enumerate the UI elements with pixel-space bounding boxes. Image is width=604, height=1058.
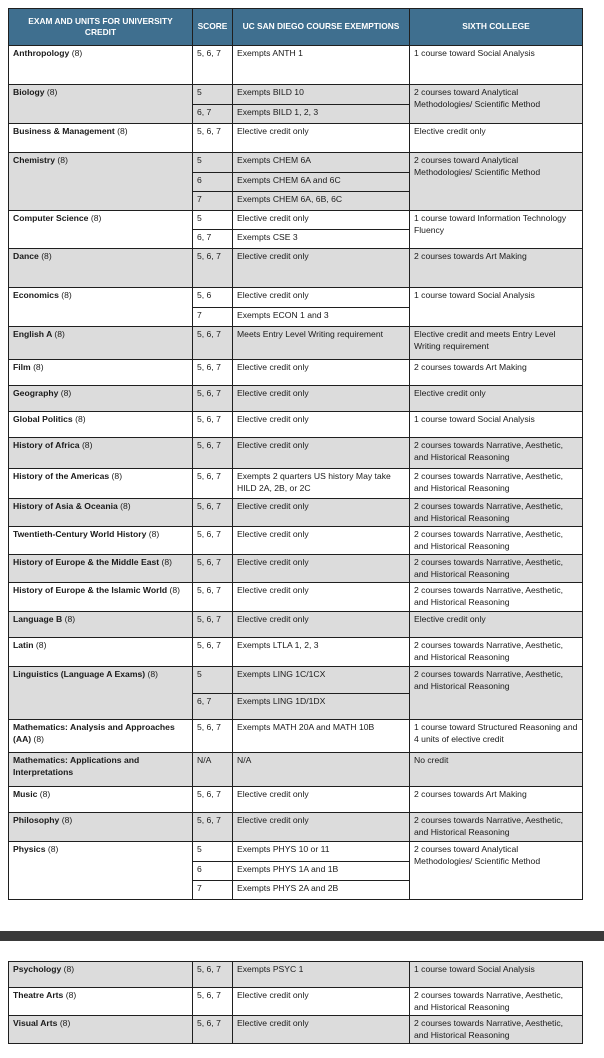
college-credit-cell: 2 courses towards Narrative, Aesthetic, and Historical Reasoning bbox=[410, 638, 583, 667]
college-credit-cell: Elective credit only bbox=[410, 612, 583, 638]
college-credit-cell: 1 course toward Social Analysis bbox=[410, 46, 583, 85]
exam-name-cell bbox=[9, 753, 193, 787]
college-credit-cell: 2 courses towards Narrative, Aesthetic, and Historical Reasoning bbox=[410, 469, 583, 499]
score-cell: 5, 6, 7 bbox=[193, 612, 233, 638]
table-row bbox=[9, 249, 583, 288]
exam-name: Music bbox=[13, 789, 38, 799]
college-credit-cell: Elective credit and meets Entry Level Writing requirement bbox=[410, 327, 583, 360]
exam-name-cell bbox=[9, 360, 193, 386]
table-row bbox=[9, 988, 583, 1016]
table-row bbox=[9, 527, 583, 555]
college-credit-cell: 1 course toward Social Analysis bbox=[410, 288, 583, 327]
exam-units: (8) bbox=[111, 471, 123, 481]
exam-units: (8) bbox=[120, 501, 131, 511]
exam-name-cell bbox=[9, 469, 193, 499]
exemption-cell: Elective credit only bbox=[233, 555, 410, 583]
exemption-cell: Elective credit only bbox=[233, 527, 410, 555]
table-row bbox=[9, 1016, 583, 1044]
exam-units: (8) bbox=[47, 844, 59, 854]
score-cell: 6, 7 bbox=[193, 230, 233, 249]
exam-name: Global Politics bbox=[13, 414, 73, 424]
college-credit-cell: 1 course toward Social Analysis bbox=[410, 412, 583, 438]
exam-units: (8) bbox=[64, 614, 76, 624]
exam-units: (8) bbox=[148, 529, 160, 539]
score-cell: 5, 6, 7 bbox=[193, 499, 233, 527]
exam-name: Visual Arts bbox=[13, 1018, 58, 1028]
score-cell: 5, 6, 7 bbox=[193, 124, 233, 153]
exam-units: (8) bbox=[60, 388, 72, 398]
exemption-cell: Exempts MATH 20A and MATH 10B bbox=[233, 720, 410, 753]
score-cell: 5, 6, 7 bbox=[193, 638, 233, 667]
exam-units: (8) bbox=[33, 733, 45, 744]
exam-name: Mathematics: Analysis and Approaches (AA) bbox=[13, 722, 175, 744]
exam-name-cell bbox=[9, 612, 193, 638]
exam-name-cell bbox=[9, 555, 193, 583]
exemption-cell: Exempts PHYS 2A and 2B bbox=[233, 881, 410, 900]
score-cell: 6 bbox=[193, 862, 233, 881]
exemption-cell: Exempts CSE 3 bbox=[233, 230, 410, 249]
score-cell: 5, 6, 7 bbox=[193, 327, 233, 360]
table-row bbox=[9, 612, 583, 638]
exam-units: (8) bbox=[81, 440, 93, 450]
score-cell: 5 bbox=[193, 85, 233, 105]
exam-name: Dance bbox=[13, 251, 39, 261]
score-cell: 5, 6, 7 bbox=[193, 46, 233, 85]
exam-name: Latin bbox=[13, 640, 34, 650]
table-row bbox=[9, 288, 583, 308]
table-row bbox=[9, 124, 583, 153]
exam-name-cell bbox=[9, 667, 193, 720]
exemption-cell: Elective credit only bbox=[233, 288, 410, 308]
exam-name-cell bbox=[9, 438, 193, 469]
exam-name-cell bbox=[9, 1016, 193, 1044]
exam-units: (8) bbox=[61, 815, 73, 825]
score-cell: 5, 6, 7 bbox=[193, 720, 233, 753]
table-row bbox=[9, 787, 583, 813]
header-college: SIXTH COLLEGE bbox=[410, 9, 583, 46]
exam-name-cell bbox=[9, 720, 193, 753]
score-cell: 5, 6, 7 bbox=[193, 438, 233, 469]
exam-name: Language B bbox=[13, 614, 63, 624]
exam-name-cell bbox=[9, 499, 193, 527]
table-row bbox=[9, 638, 583, 667]
exam-name: Computer Science bbox=[13, 213, 89, 223]
score-cell: 5, 6, 7 bbox=[193, 360, 233, 386]
exemption-cell: Exempts 2 quarters US history May take HILD 2A, 2B, or 2C bbox=[233, 469, 410, 499]
table-row bbox=[9, 962, 583, 988]
college-credit-cell: 2 courses towards Narrative, Aesthetic, and Historical Reasoning bbox=[410, 555, 583, 583]
score-cell: 5, 6, 7 bbox=[193, 469, 233, 499]
exam-units: (8) bbox=[46, 87, 58, 97]
exam-name: Chemistry bbox=[13, 155, 56, 165]
score-cell: 7 bbox=[193, 308, 233, 327]
exam-name-cell bbox=[9, 288, 193, 327]
table-header-row bbox=[9, 9, 583, 46]
exemption-cell: Elective credit only bbox=[233, 1016, 410, 1044]
score-cell: 5 bbox=[193, 842, 233, 862]
exam-name: History of the Americas bbox=[13, 471, 110, 481]
exemption-cell: Exempts CHEM 6A bbox=[233, 153, 410, 173]
exam-units: (8) bbox=[41, 251, 52, 261]
page-break-bar bbox=[0, 931, 604, 941]
exam-name-cell bbox=[9, 124, 193, 153]
exemption-cell: Exempts LING 1D/1DX bbox=[233, 694, 410, 720]
college-credit-cell: 2 courses toward Analytical Methodologies/ Scientific Method bbox=[410, 85, 583, 124]
exemption-cell: Exempts BILD 1, 2, 3 bbox=[233, 105, 410, 124]
exam-name-cell bbox=[9, 386, 193, 412]
exam-units: (8) bbox=[39, 789, 51, 799]
college-credit-cell: 2 courses toward Analytical Methodologies/ Scientific Method bbox=[410, 153, 583, 211]
exemption-cell: Elective credit only bbox=[233, 412, 410, 438]
exam-name: Anthropology bbox=[13, 48, 70, 58]
exam-units: (8) bbox=[57, 155, 68, 165]
exemption-cell: Elective credit only bbox=[233, 988, 410, 1016]
college-credit-cell: 2 courses towards Art Making bbox=[410, 787, 583, 813]
exam-name: English A bbox=[13, 329, 52, 339]
table-row bbox=[9, 753, 583, 787]
table-row bbox=[9, 327, 583, 360]
exemption-cell: Elective credit only bbox=[233, 360, 410, 386]
exemption-cell: Exempts ECON 1 and 3 bbox=[233, 308, 410, 327]
exam-name-cell bbox=[9, 412, 193, 438]
college-credit-cell: 2 courses toward Analytical Methodologies/ Scientific Method bbox=[410, 842, 583, 900]
college-credit-cell: 2 courses towards Narrative, Aesthetic, and Historical Reasoning bbox=[410, 438, 583, 469]
exam-name-cell bbox=[9, 842, 193, 900]
exam-name: Theatre Arts bbox=[13, 990, 64, 1000]
exam-name-cell bbox=[9, 583, 193, 612]
exam-name: Twentieth-Century World History bbox=[13, 529, 147, 539]
college-credit-cell: No credit bbox=[410, 753, 583, 787]
college-credit-cell: 2 courses towards Narrative, Aesthetic, and Historical Reasoning bbox=[410, 583, 583, 612]
score-cell: 5, 6, 7 bbox=[193, 1016, 233, 1044]
exam-units: (8) bbox=[75, 414, 86, 424]
exam-units: (8) bbox=[71, 48, 83, 58]
score-cell: 5 bbox=[193, 153, 233, 173]
exemption-cell: Exempts LTLA 1, 2, 3 bbox=[233, 638, 410, 667]
score-cell: 5, 6, 7 bbox=[193, 962, 233, 988]
exam-units: (8) bbox=[35, 640, 47, 650]
score-cell: 5, 6, 7 bbox=[193, 386, 233, 412]
exam-name: Economics bbox=[13, 290, 59, 300]
exam-name-cell bbox=[9, 988, 193, 1016]
exam-name: Mathematics: Applications and Interpretations bbox=[13, 755, 140, 777]
score-cell: 7 bbox=[193, 881, 233, 900]
exam-name: Linguistics (Language A Exams) bbox=[13, 669, 146, 679]
table-row bbox=[9, 438, 583, 469]
exemption-cell: Elective credit only bbox=[233, 124, 410, 153]
exam-name-cell bbox=[9, 85, 193, 124]
exemption-cell: N/A bbox=[233, 753, 410, 787]
exemption-cell: Elective credit only bbox=[233, 499, 410, 527]
score-cell: 5, 6, 7 bbox=[193, 787, 233, 813]
score-cell: 6, 7 bbox=[193, 694, 233, 720]
score-cell: 5 bbox=[193, 667, 233, 694]
college-credit-cell: 2 courses towards Narrative, Aesthetic, and Historical Reasoning bbox=[410, 667, 583, 720]
exemption-cell: Elective credit only bbox=[233, 813, 410, 842]
exam-name-cell bbox=[9, 327, 193, 360]
exam-name: History of Africa bbox=[13, 440, 80, 450]
exam-credit-table-continued bbox=[8, 961, 583, 1044]
score-cell: N/A bbox=[193, 753, 233, 787]
exam-units: (8) bbox=[63, 964, 75, 974]
college-credit-cell: Elective credit only bbox=[410, 124, 583, 153]
exam-name-cell bbox=[9, 787, 193, 813]
exam-units: (8) bbox=[54, 329, 65, 339]
score-cell: 5, 6, 7 bbox=[193, 583, 233, 612]
header-score: SCORE bbox=[193, 9, 233, 46]
exam-name: Psychology bbox=[13, 964, 62, 974]
exam-name-cell bbox=[9, 211, 193, 249]
score-cell: 5, 6, 7 bbox=[193, 555, 233, 583]
college-credit-cell: 1 course toward Information Technology Fluency bbox=[410, 211, 583, 249]
table-row bbox=[9, 412, 583, 438]
table-row bbox=[9, 360, 583, 386]
table-row bbox=[9, 555, 583, 583]
exemption-cell: Exempts PSYC 1 bbox=[233, 962, 410, 988]
table-row bbox=[9, 386, 583, 412]
college-credit-cell: 2 courses towards Narrative, Aesthetic, and Historical Reasoning bbox=[410, 1016, 583, 1044]
exam-name-cell bbox=[9, 46, 193, 85]
exam-units: (8) bbox=[117, 126, 128, 136]
exemption-cell: Elective credit only bbox=[233, 612, 410, 638]
exam-name: Physics bbox=[13, 844, 46, 854]
score-cell: 5, 6, 7 bbox=[193, 988, 233, 1016]
exam-name: History of Asia & Oceania bbox=[13, 501, 118, 511]
exemption-cell: Exempts CHEM 6A, 6B, 6C bbox=[233, 192, 410, 211]
exemption-cell: Elective credit only bbox=[233, 386, 410, 412]
score-cell: 7 bbox=[193, 192, 233, 211]
exemption-cell: Exempts ANTH 1 bbox=[233, 46, 410, 85]
exemption-cell: Exempts PHYS 1A and 1B bbox=[233, 862, 410, 881]
exam-name-cell bbox=[9, 962, 193, 988]
exam-name: Film bbox=[13, 362, 31, 372]
exemption-cell: Exempts CHEM 6A and 6C bbox=[233, 173, 410, 192]
table-row bbox=[9, 583, 583, 612]
college-credit-cell: 2 courses towards Narrative, Aesthetic, and Historical Reasoning bbox=[410, 527, 583, 555]
exemption-cell: Meets Entry Level Writing requirement bbox=[233, 327, 410, 360]
exam-name: Business & Management bbox=[13, 126, 115, 136]
score-cell: 5 bbox=[193, 211, 233, 230]
exemption-cell: Elective credit only bbox=[233, 583, 410, 612]
exam-name-cell bbox=[9, 527, 193, 555]
college-credit-cell: 1 course toward Social Analysis bbox=[410, 962, 583, 988]
exemption-cell: Elective credit only bbox=[233, 787, 410, 813]
exam-name-cell bbox=[9, 813, 193, 842]
exam-name-cell bbox=[9, 638, 193, 667]
college-credit-cell: 2 courses towards Narrative, Aesthetic, and Historical Reasoning bbox=[410, 988, 583, 1016]
exam-name: Philosophy bbox=[13, 815, 60, 825]
exam-name: Biology bbox=[13, 87, 45, 97]
exemption-cell: Elective credit only bbox=[233, 211, 410, 230]
table-row bbox=[9, 842, 583, 862]
college-credit-cell: 2 courses towards Narrative, Aesthetic, and Historical Reasoning bbox=[410, 499, 583, 527]
college-credit-cell: 1 course toward Structured Reasoning and 4 units of elective credit bbox=[410, 720, 583, 753]
exam-units: (8) bbox=[61, 290, 72, 300]
score-cell: 5, 6, 7 bbox=[193, 249, 233, 288]
exam-units: (8) bbox=[147, 669, 159, 679]
table-row bbox=[9, 46, 583, 85]
exam-credit-table bbox=[8, 8, 583, 900]
exemption-cell: Elective credit only bbox=[233, 438, 410, 469]
table-row bbox=[9, 211, 583, 230]
table-row bbox=[9, 85, 583, 105]
exam-units: (8) bbox=[169, 585, 180, 595]
exam-name: Geography bbox=[13, 388, 59, 398]
exam-units: (8) bbox=[65, 990, 77, 1000]
college-credit-cell: 2 courses towards Art Making bbox=[410, 249, 583, 288]
header-exam: EXAM AND UNITS FOR UNIVERSITY CREDIT bbox=[9, 9, 193, 46]
score-cell: 6, 7 bbox=[193, 105, 233, 124]
exemption-cell: Exempts PHYS 10 or 11 bbox=[233, 842, 410, 862]
table-row bbox=[9, 813, 583, 842]
score-cell: 5, 6, 7 bbox=[193, 813, 233, 842]
table-row bbox=[9, 720, 583, 753]
exam-name: History of Europe & the Middle East bbox=[13, 557, 160, 567]
score-cell: 5, 6, 7 bbox=[193, 412, 233, 438]
exam-units: (8) bbox=[59, 1018, 71, 1028]
exemption-cell: Elective credit only bbox=[233, 249, 410, 288]
header-exemptions: UC SAN DIEGO COURSE EXEMPTIONS bbox=[233, 9, 410, 46]
exam-units: (8) bbox=[33, 362, 44, 372]
score-cell: 5, 6 bbox=[193, 288, 233, 308]
table-row bbox=[9, 469, 583, 499]
exemption-cell: Exempts LING 1C/1CX bbox=[233, 667, 410, 694]
exam-name: History of Europe & the Islamic World bbox=[13, 585, 168, 595]
exam-units: (8) bbox=[161, 557, 173, 567]
college-credit-cell: 2 courses towards Art Making bbox=[410, 360, 583, 386]
exam-name-cell bbox=[9, 153, 193, 211]
exam-name-cell bbox=[9, 249, 193, 288]
score-cell: 6 bbox=[193, 173, 233, 192]
score-cell: 5, 6, 7 bbox=[193, 527, 233, 555]
table-row bbox=[9, 499, 583, 527]
exam-units: (8) bbox=[90, 213, 102, 223]
exemption-cell: Exempts BILD 10 bbox=[233, 85, 410, 105]
table-row bbox=[9, 153, 583, 173]
table-row bbox=[9, 667, 583, 694]
college-credit-cell: Elective credit only bbox=[410, 386, 583, 412]
college-credit-cell: 2 courses towards Narrative, Aesthetic, and Historical Reasoning bbox=[410, 813, 583, 842]
